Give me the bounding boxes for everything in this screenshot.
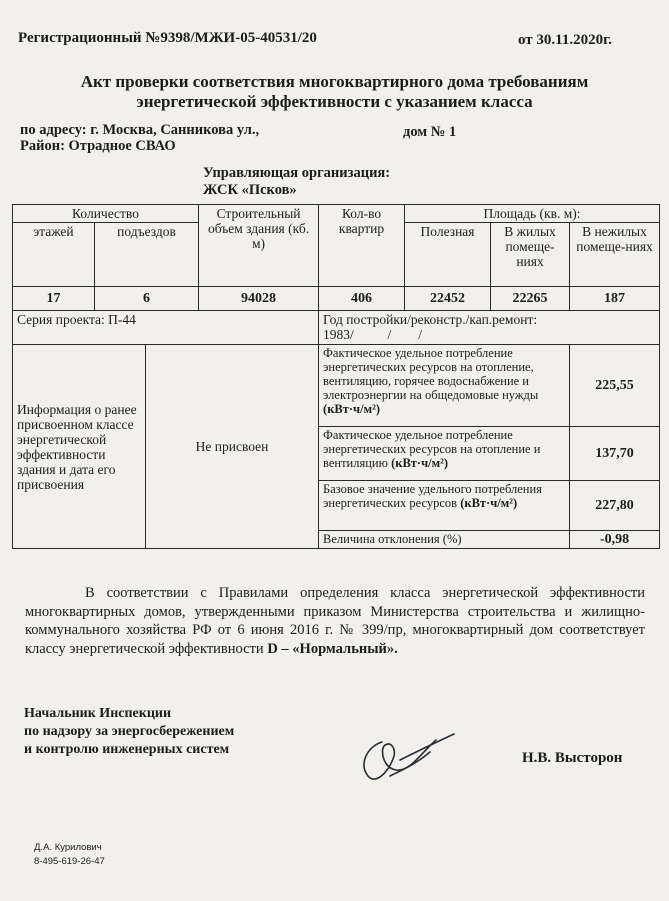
- value-useful: 22452: [405, 287, 491, 311]
- consumption-total-unit: (кВт·ч/м²): [323, 402, 380, 416]
- construction-year: [319, 311, 660, 345]
- energy-class-info-label: Информация о ранее присвоенном классе энергетической эффективности здания и дата его присвоения: [13, 345, 146, 549]
- executor-phone: 8-495-619-26-47: [34, 856, 105, 867]
- header-floors: этажей: [13, 223, 95, 287]
- building-info-table: [12, 204, 660, 549]
- signatory-name: Н.В. Высторон: [522, 750, 623, 766]
- value-volume: 94028: [199, 287, 319, 311]
- signatory-title-line2: по надзору за энергосбережением: [24, 724, 235, 739]
- signatory-title-line3: и контролю инженерных систем: [24, 742, 230, 757]
- header-entrances: подъездов: [95, 223, 199, 287]
- header-residential: В жилых помеще-ниях: [491, 223, 570, 287]
- construction-year-value: 1983/ / /: [323, 327, 423, 342]
- deviation-value: -0,98: [570, 531, 660, 549]
- header-apartments: Кол-во квартир: [319, 205, 405, 287]
- district: Район: Отрадное СВАО: [20, 138, 176, 154]
- header-area: Площадь (кв. м):: [405, 205, 660, 223]
- base-consumption-text: Базовое значение удельного потребления энергетических ресурсов: [323, 482, 542, 510]
- base-consumption-unit: (кВт·ч/м²): [460, 496, 518, 510]
- management-label: Управляющая организация:: [203, 165, 391, 181]
- consumption-total-text: Фактическое удельное потребление энергетических ресурсов на отопление, вентиляцию, горячее водоснабжение и электроэнергии на общедомовые нужды: [323, 346, 539, 402]
- header-nonresidential: В нежилых помеще-ниях: [570, 223, 660, 287]
- signatory-title-line1: Начальник Инспекции: [24, 706, 172, 721]
- management-org: ЖСК «Псков»: [203, 182, 297, 198]
- document-date: от 30.11.2020г.: [518, 32, 612, 48]
- project-series: Серия проекта: П-44: [13, 311, 319, 345]
- consumption-total-value: 225,55: [570, 345, 660, 427]
- value-nonresidential: 187: [570, 287, 660, 311]
- value-floors: 17: [13, 287, 95, 311]
- base-consumption-label: [319, 481, 570, 531]
- header-count: Количество: [13, 205, 199, 223]
- document-title-line1: Акт проверки соответствия многоквартирного дома требованиям: [80, 72, 589, 91]
- energy-class: D – «Нормальный».: [267, 640, 398, 657]
- consumption-heating-value: 137,70: [570, 427, 660, 481]
- consumption-heating-unit: (кВт·ч/м²): [391, 456, 449, 470]
- conclusion-text: В соответствии с Правилами определения класса энергетической эффективности многоквартирных домов, утвержденными приказом Министерства строительства и жилищно-коммунального хозяйства РФ от 6 июня 2016 г. № 399/пр, многоквартирный дом соответствует классу энергетической эффективности: [25, 585, 645, 657]
- value-apartments: 406: [319, 287, 405, 311]
- address: по адресу: г. Москва, Санникова ул.,: [20, 122, 260, 138]
- conclusion-paragraph: [25, 584, 645, 658]
- executor-name: Д.А. Курилович: [34, 842, 102, 853]
- value-entrances: 6: [95, 287, 199, 311]
- construction-year-label: Год постройки/реконстр./кап.ремонт:: [323, 312, 538, 327]
- consumption-heating-label: [319, 427, 570, 481]
- header-useful: Полезная: [405, 223, 491, 287]
- handwritten-signature-icon: [350, 712, 470, 792]
- house-number: дом № 1: [403, 124, 457, 140]
- energy-class-info-value: Не присвоен: [146, 345, 319, 549]
- consumption-total-label: [319, 345, 570, 427]
- deviation-label: Величина отклонения (%): [319, 531, 570, 549]
- registration-number: Регистрационный №9398/МЖИ-05-40531/20: [18, 30, 317, 46]
- header-volume: Строительный объем здания (кб. м): [199, 205, 319, 287]
- consumption-heating-text: Фактическое удельное потребление энергетических ресурсов на отопление и вентиляцию: [323, 428, 541, 470]
- base-consumption-value: 227,80: [570, 481, 660, 531]
- document-title-line2: энергетической эффективности с указанием класса: [136, 92, 533, 111]
- value-residential: 22265: [491, 287, 570, 311]
